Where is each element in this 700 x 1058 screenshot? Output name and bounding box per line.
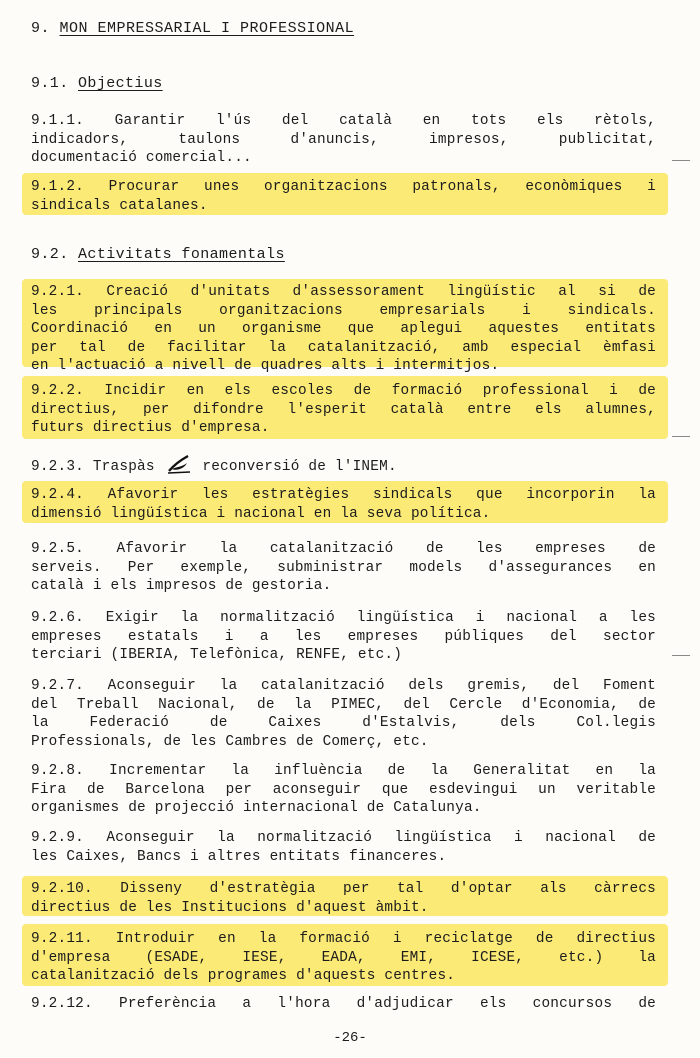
- paragraph-9-2-7: 9.2.7. Aconseguir la catalanització dels gremis, del Foment del Treball Nacional, de la PIMEC, del Cercle d'Economia, de la Federació de Caixes d'Estalvis, dels Col.legis Professionals, de les Cambres de Comerç, etc.: [31, 678, 656, 750]
- paragraph-9-1-1: 9.1.1. Garantir l'ús del català en tots els rètols, indicadors, taulons d'anuncis, impresos, publicitat, documentació comercial...: [31, 113, 656, 167]
- paragraph-9-2-2: 9.2.2. Incidir en els escoles de formació professional i de directius, per difondre l'esperit català entre els alumnes, futurs directius d'empresa.: [31, 383, 656, 437]
- paragraph-9-2-1: 9.2.1. Creació d'unitats d'assessorament lingüístic al si de les principals organitzacions empresarials i sindicals. Coordinació en un organisme que aplegui aquestes entitats per tal de facilitar la catalanització, amb especial èmfasi en l'actuació a nivell de quadres alts i intermitjos.: [31, 284, 656, 375]
- section-number: 9.: [31, 20, 51, 37]
- paragraph-9-2-9: 9.2.9. Aconseguir la normalització lingüística i nacional de les Caixes, Bancs i altres entitats financeres.: [31, 830, 656, 865]
- paragraph-9-2-10: 9.2.10. Disseny d'estratègia per tal d'optar als càrrecs directius de les Institucions d'aquest àmbit.: [31, 881, 656, 916]
- objectius-number: 9.1.: [31, 75, 69, 92]
- paragraph-9-2-5: 9.2.5. Afavorir la catalanització de les empreses de serveis. Per exemple, subministrar models d'assegurances en català i els impresos de gestoria.: [31, 541, 656, 595]
- activitats-number: 9.2.: [31, 246, 69, 263]
- activitats-title: Activitats fonamentals: [78, 246, 285, 263]
- page-number: -26-: [333, 1030, 367, 1046]
- objectius-heading: [31, 75, 163, 92]
- paragraph-9-2-6: 9.2.6. Exigir la normalització lingüística i nacional a les empreses estatals i a les empreses públiques del sector terciari (IBERIA, Telefònica, RENFE, etc.): [31, 610, 656, 664]
- margin-scan-mark: [672, 160, 690, 161]
- section-title-text: MON EMPRESSARIAL I PROFESSIONAL: [59, 20, 355, 37]
- handwritten-correction-mark: [166, 454, 192, 474]
- objectius-title: Objectius: [78, 75, 163, 92]
- section-title: [31, 20, 354, 37]
- margin-scan-mark: [672, 655, 690, 656]
- paragraph-9-2-4: 9.2.4. Afavorir les estratègies sindicals que incorporin la dimensió lingüística i nacional en la seva política.: [31, 487, 656, 522]
- paragraph-9-2-11: 9.2.11. Introduir en la formació i reciclatge de directius d'empresa (ESADE, IESE, EADA, EMI, ICESE, etc.) la catalanització dels programes d'aquests centres.: [31, 931, 656, 985]
- activitats-heading: [31, 246, 285, 263]
- margin-scan-mark: [672, 436, 690, 437]
- paragraph-9-2-3: 9.2.3. Traspàs reconversió de l'INEM.: [31, 454, 656, 477]
- paragraph-9-2-8: 9.2.8. Incrementar la influència de la Generalitat en la Fira de Barcelona per aconseguir que esdevingui un veritable organismes de projecció internacional de Catalunya.: [31, 763, 656, 817]
- paragraph-9-1-2: 9.1.2. Procurar unes organitzacions patronals, econòmiques i sindicals catalanes.: [31, 179, 656, 214]
- paragraph-9-2-12: 9.2.12. Preferència a l'hora d'adjudicar els concursos de: [31, 996, 656, 1012]
